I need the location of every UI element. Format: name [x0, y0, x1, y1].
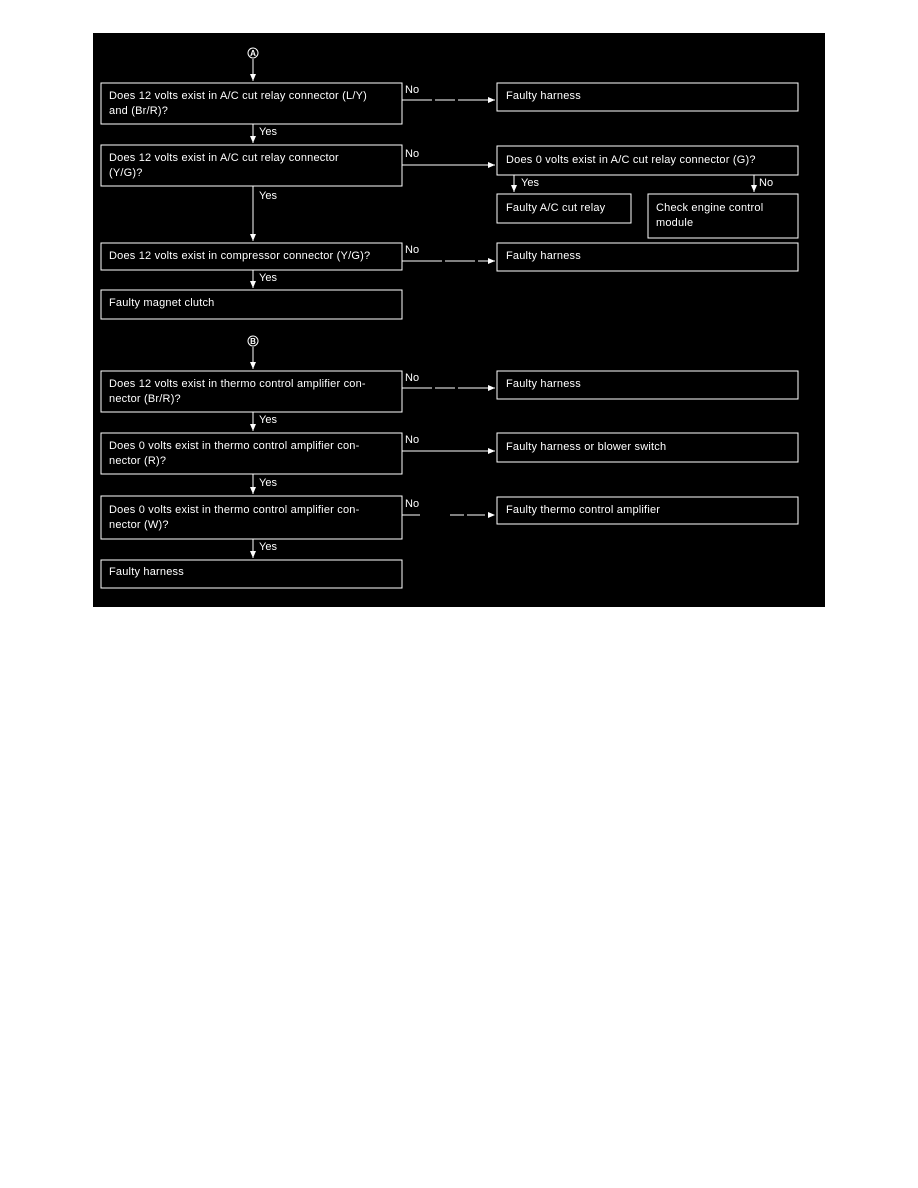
label-a-q3-no: No: [405, 244, 420, 256]
node-b-q1-no-result: [497, 371, 798, 399]
svg-text:B: B: [250, 337, 256, 346]
node-a-q3-no-result-text: Faulty harness: [506, 250, 581, 262]
node-b-q3: [101, 496, 402, 539]
node-a-q2-no-yes-result-text: Faulty A/C cut relay: [506, 202, 606, 214]
node-b-q1-line1: Does 12 volts exist in thermo control amplifier con-: [109, 378, 366, 390]
node-b-q3-line2: nector (W)?: [109, 519, 169, 531]
label-b-q3-no: No: [405, 498, 420, 510]
svg-text:Faulty A/C cut relay: [506, 202, 606, 214]
svg-text:A: A: [250, 49, 256, 58]
node-a-q2-no-no-result-line2: module: [656, 217, 694, 229]
label-a-q3-yes: Yes: [259, 272, 277, 284]
node-a-q2-no-yes-result: [497, 194, 631, 223]
node-b-q3-no-result-text: Faulty thermo control amplifier: [506, 504, 661, 516]
node-a-q3-yes-result-text: Faulty magnet clutch: [109, 297, 215, 309]
start-marker-b: [248, 336, 258, 346]
svg-text:Does 0 volts exist in thermo c: [109, 440, 363, 467]
label-a-q2-no-yes: Yes: [521, 177, 539, 189]
svg-text:Faulty harness or blower switc: [506, 441, 666, 453]
flowchart-panel: [93, 33, 825, 607]
svg-text:Does 12 volts exist in A/C cut: [109, 152, 342, 179]
label-b-q1-no: No: [405, 372, 420, 384]
svg-text:Faulty harness: [506, 378, 581, 390]
node-a-q2-no-question-text: Does 0 volts exist in A/C cut relay connector (G)?: [506, 154, 756, 166]
node-b-q2-no-result: [497, 433, 798, 462]
node-b-q1: [101, 371, 402, 412]
svg-text:Does 0 volts exist in A/C cut: [506, 154, 756, 166]
label-b-q3-yes: Yes: [259, 541, 277, 553]
svg-text:Does 12 volts exist in A/C cut: [109, 90, 370, 117]
label-a-q2-yes: Yes: [259, 190, 277, 202]
svg-text:Faulty harness: [109, 566, 184, 578]
node-a-q1-no-result: [497, 83, 798, 111]
node-b-q3-no-result: [497, 497, 798, 524]
node-a-q1-line2: and (Br/R)?: [109, 105, 169, 117]
label-b-q1-yes: Yes: [259, 414, 277, 426]
svg-text:Does 0 volts exist in thermo c: [109, 504, 363, 531]
node-b-q2: [101, 433, 402, 474]
label-b-q2-no: No: [405, 434, 420, 446]
label-a-q1-yes: Yes: [259, 126, 277, 138]
node-b-q2-line1: Does 0 volts exist in thermo control amplifier con-: [109, 440, 360, 452]
node-b-q3-yes-result: [101, 560, 402, 588]
node-a-q3-no-result: [497, 243, 798, 271]
svg-text:Does 12 volts exist in thermo: [109, 378, 369, 405]
node-a-q2-line1: Does 12 volts exist in A/C cut relay connector: [109, 152, 339, 164]
svg-text:Faulty magnet clutch: [109, 297, 215, 309]
node-a-q2-no-no-result-line1: Check engine control: [656, 202, 764, 214]
svg-text:Check engine control m: [656, 202, 767, 229]
label-a-q2-no-no: No: [759, 177, 774, 189]
node-a-q2: [101, 145, 402, 186]
flowchart-diagram: [93, 33, 825, 607]
label-a-q1-no: No: [405, 84, 420, 96]
node-a-q2-no-question: [497, 146, 798, 175]
node-b-q2-no-result-text: Faulty harness or blower switch: [506, 441, 667, 453]
svg-text:Faulty harness: [506, 250, 581, 262]
label-b-q2-yes: Yes: [259, 477, 277, 489]
node-a-q1: [101, 83, 402, 124]
svg-text:Does 12 volts exist in compres: [109, 250, 370, 262]
node-a-q2-line2: (Y/G)?: [109, 167, 143, 179]
label-a-q2-no: No: [405, 148, 420, 160]
node-a-q1-no-result-text: Faulty harness: [506, 90, 581, 102]
node-b-q2-line2: nector (R)?: [109, 455, 167, 467]
svg-text:Faulty harness: [506, 90, 581, 102]
node-a-q3-text: Does 12 volts exist in compressor connector (Y/G)?: [109, 250, 371, 262]
node-b-q1-line2: nector (Br/R)?: [109, 393, 181, 405]
node-b-q3-yes-result-text: Faulty harness: [109, 566, 184, 578]
node-a-q1-line1: Does 12 volts exist in A/C cut relay connector (L/Y): [109, 90, 368, 102]
node-a-q3: [101, 243, 402, 270]
node-a-q3-yes-result: [101, 290, 402, 319]
node-a-q2-no-no-result: [648, 194, 798, 238]
node-b-q3-line1: Does 0 volts exist in thermo control amplifier con-: [109, 504, 360, 516]
start-marker-a: [248, 48, 258, 58]
node-b-q1-no-result-text: Faulty harness: [506, 378, 581, 390]
svg-text:Faulty thermo control amplifie: [506, 504, 660, 516]
